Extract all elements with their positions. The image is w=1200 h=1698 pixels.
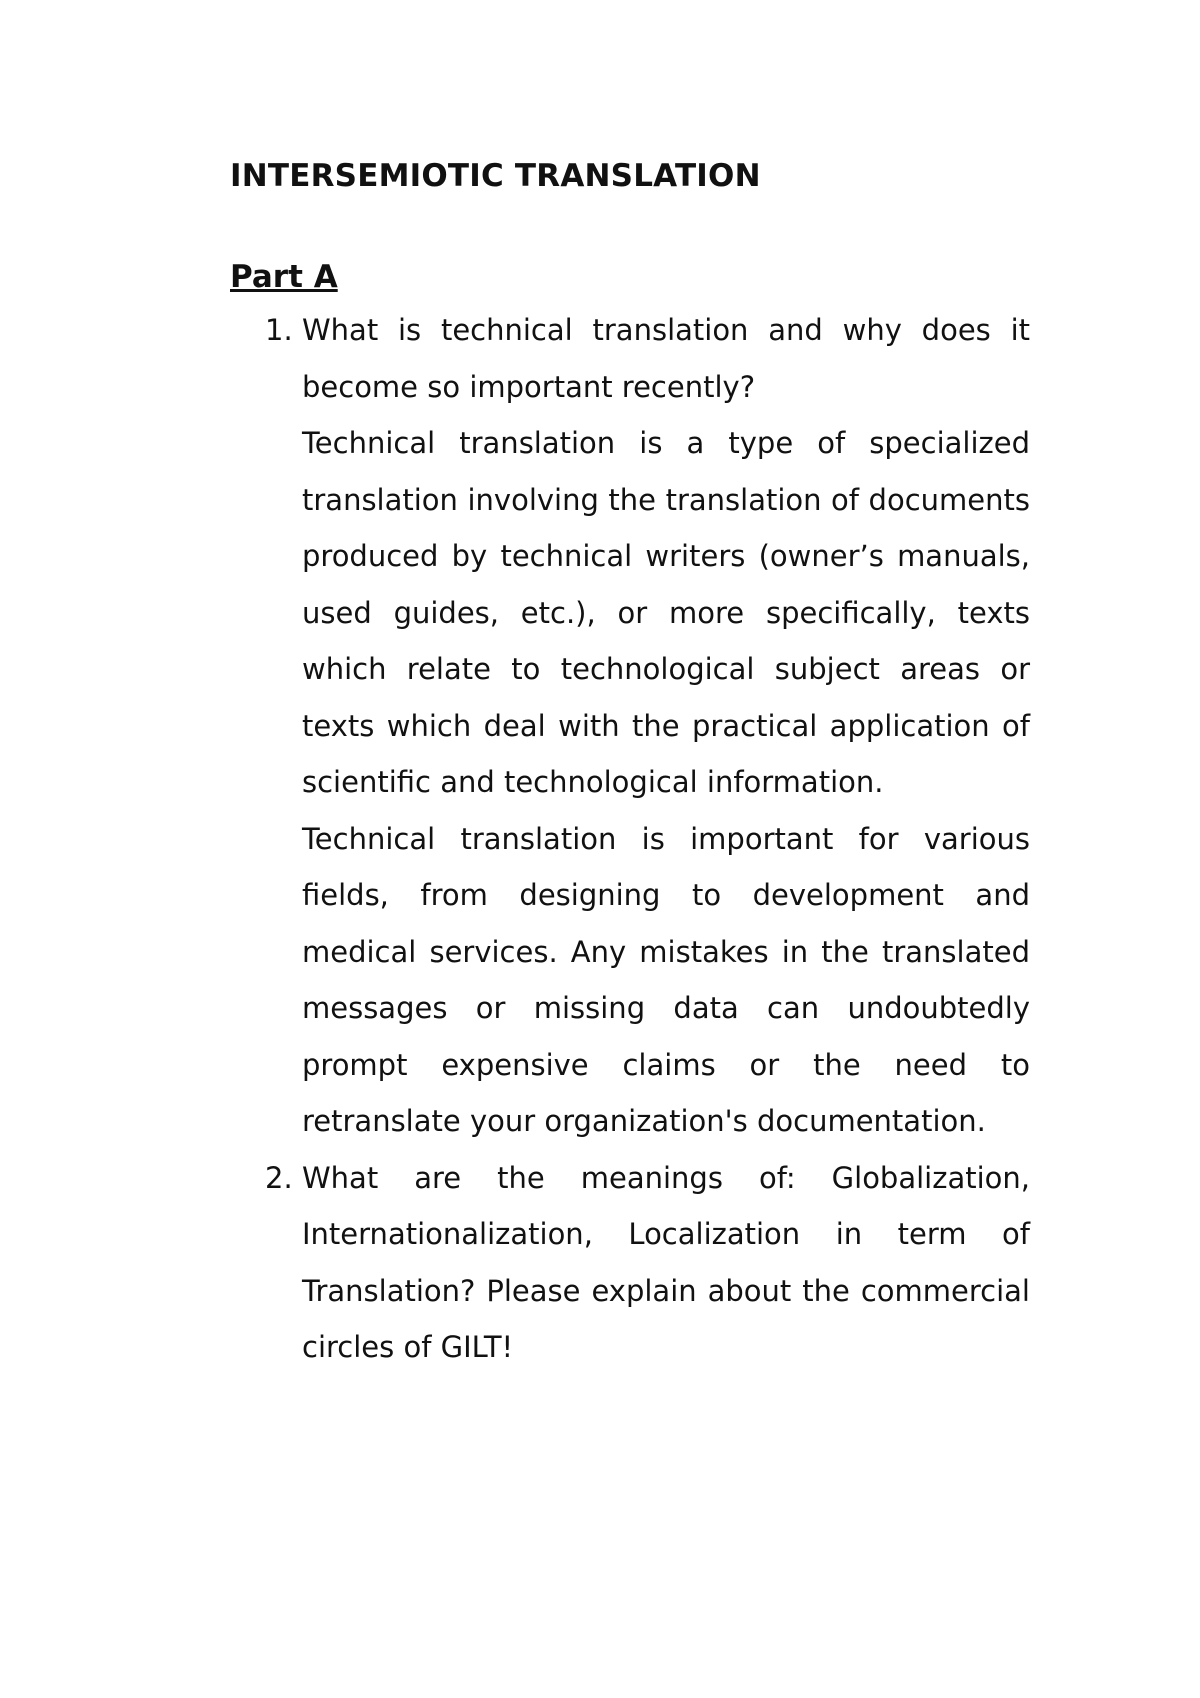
document-title: INTERSEMIOTIC TRANSLATION — [230, 158, 761, 194]
question-item-2 — [230, 1150, 1030, 1376]
question-number: 2. — [265, 1160, 293, 1195]
document-content — [230, 158, 1030, 1376]
question-item-1 — [230, 302, 1030, 1150]
question-list — [230, 302, 1030, 1376]
question-text: What is technical translation and why does it become so important recently? — [302, 313, 1030, 404]
part-a-heading: Part A — [230, 259, 338, 296]
answer-paragraph-2: Technical translation is important for various fields, from designing to development and medical services. Any mistakes in the translated messages or missing data can undoubtedly prompt expensive claims or the need to retranslate your organization's documentation. — [302, 821, 1030, 1139]
question-number: 1. — [265, 313, 293, 348]
answer-paragraph-1: Technical translation is a type of specialized translation involving the translation of documents produced by technical writers (owner’s manuals, used guides, etc.), or more specifically, texts which relate to technological subject areas or texts which deal with the practical application of scientific and technological information. — [302, 426, 1030, 800]
question-text: What are the meanings of: Globalization, Internationalization, Localization in term of Translation? Please explain about the commercial circles of GILT! — [302, 1160, 1030, 1365]
